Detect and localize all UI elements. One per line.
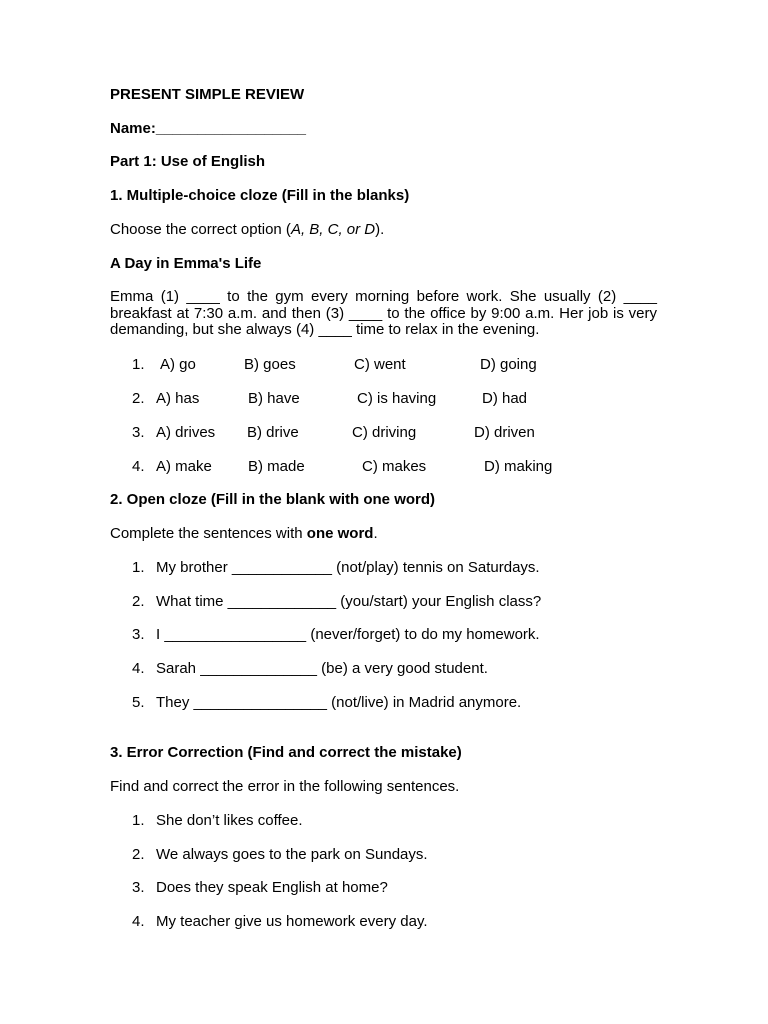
story-title: A Day in Emma's Life [110, 255, 262, 272]
instruction-options-text: A, B, C, or D [290, 221, 376, 238]
item-number: 5. [132, 694, 145, 711]
mc-question-row [110, 458, 657, 475]
option-b: B) made [248, 458, 305, 475]
section1-heading: 1. Multiple-choice cloze (Fill in the blanks) [110, 187, 410, 204]
item-text: My teacher give us homework every day. [156, 913, 428, 930]
question-number: 4. [132, 458, 145, 475]
instruction-text-end: . [373, 525, 378, 542]
item-number: 2. [132, 846, 145, 863]
section3-heading: 3. Error Correction (Find and correct the mistake) [110, 744, 462, 761]
section2-instruction [110, 525, 378, 542]
option-c: C) driving [352, 424, 417, 441]
item-number: 4. [132, 913, 145, 930]
section1-instruction [110, 221, 384, 238]
option-a: A) make [156, 458, 212, 475]
story-passage: Emma (1) ____ to the gym every morning before work. She usually (2) ____ breakfast at 7:30 a.m. and then (3) ____ to the office by 9:00 a.m. Her job is very demanding, but she always (4) ____ time to relax in the evening. [110, 288, 657, 338]
item-text: She don’t likes coffee. [156, 812, 303, 829]
item-text: We always goes to the park on Sundays. [156, 846, 428, 863]
option-c: C) makes [362, 458, 427, 475]
section3-instruction: Find and correct the error in the following sentences. [110, 778, 460, 795]
item-number: 4. [132, 660, 145, 677]
option-c: C) is having [357, 390, 437, 407]
mc-question-row [110, 390, 657, 407]
item-text: Sarah ______________ (be) a very good student. [156, 660, 488, 677]
question-number: 3. [132, 424, 145, 441]
option-d: D) driven [474, 424, 535, 441]
item-number: 1. [132, 559, 145, 576]
item-text: They ________________ (not/live) in Madrid anymore. [156, 694, 522, 711]
item-text: My brother ____________ (not/play) tennis on Saturdays. [156, 559, 540, 576]
question-number: 1. [132, 356, 145, 373]
instruction-text: Choose the correct option ( [110, 221, 291, 238]
option-d: D) making [484, 458, 553, 475]
item-text: I _________________ (never/forget) to do my homework. [156, 626, 540, 643]
item-text: Does they speak English at home? [156, 879, 388, 896]
mc-question-row [110, 424, 657, 441]
instruction-bold-text: one word [306, 525, 374, 542]
option-a: A) go [160, 356, 196, 373]
option-c: C) went [354, 356, 406, 373]
part-heading: Part 1: Use of English [110, 153, 266, 170]
item-text: What time _____________ (you/start) your English class? [156, 593, 542, 610]
instruction-text: Complete the sentences with [110, 525, 307, 542]
item-number: 1. [132, 812, 145, 829]
option-b: B) have [248, 390, 300, 407]
option-b: B) goes [244, 356, 296, 373]
section2-heading: 2. Open cloze (Fill in the blank with one word) [110, 491, 436, 508]
mc-question-row [110, 356, 657, 373]
option-d: D) going [480, 356, 537, 373]
option-a: A) has [156, 390, 200, 407]
name-field-line: Name:__________________ [110, 120, 307, 137]
item-number: 3. [132, 879, 145, 896]
option-b: B) drive [247, 424, 299, 441]
question-number: 2. [132, 390, 145, 407]
option-a: A) drives [156, 424, 216, 441]
item-number: 3. [132, 626, 145, 643]
page-title: PRESENT SIMPLE REVIEW [110, 86, 305, 103]
item-number: 2. [132, 593, 145, 610]
instruction-text-end: ). [375, 221, 385, 238]
option-d: D) had [482, 390, 528, 407]
